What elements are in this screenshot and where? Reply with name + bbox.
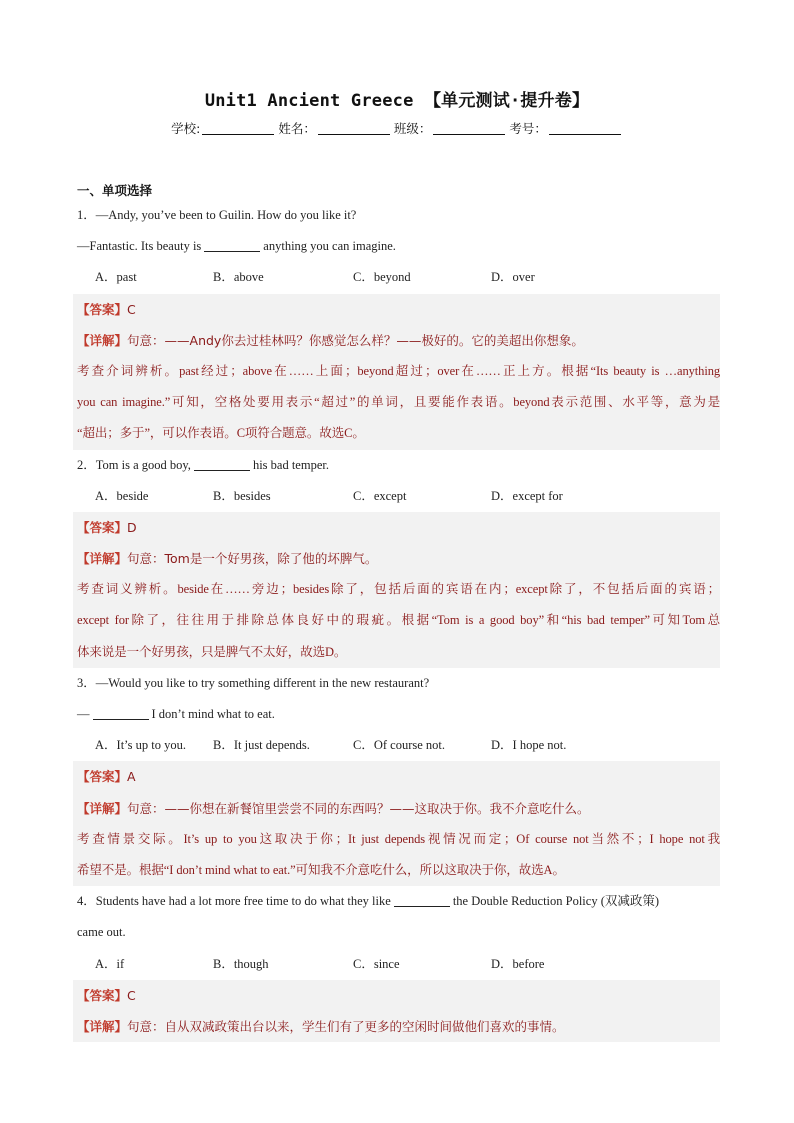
detail-tag: 【详解】: [77, 1018, 128, 1034]
question-2-stem-text-end: his bad temper.: [252, 457, 329, 472]
detail-text: 句意：——你想在新餐馆里尝尝不同的东西吗？——这取决于你。我不介意吃什么。: [127, 800, 590, 816]
answer-blank: [394, 894, 450, 907]
question-1-stem-text: —Fantastic. Its beauty is: [77, 239, 202, 254]
question-1-detail-line: you can imagine.”可知，空格处要用表示“超过”的单词，且要能作表语。beyond表示范围、水平等，意为是: [73, 387, 720, 418]
answer-value: C: [127, 987, 136, 1003]
question-4-stem-line-1: [77, 886, 720, 917]
question-2-detail-first: [73, 543, 720, 574]
question-4-detail-first: [73, 1011, 720, 1042]
question-4-stem-text-end: the Double Reduction Policy (双减政策): [452, 894, 660, 909]
question-2-detail-line: 考查词义辨析。beside在……旁边；besides除了，包括后面的宾语在内；except除了，不包括后面的宾语；: [73, 574, 720, 605]
answer-tag: 【答案】: [77, 769, 128, 785]
option-a: A．if: [95, 956, 125, 971]
detail-tag: 【详解】: [77, 332, 128, 348]
answer-blank: [194, 458, 250, 471]
option-d: D．before: [491, 956, 545, 971]
option-c: C．beyond: [353, 270, 411, 285]
answer-blank: [204, 239, 260, 252]
detail-text: 句意：Tom是一个好男孩，除了他的坏脾气。: [127, 551, 378, 567]
question-3-stem-line-1: 3．—Would you like to try something different in the new restaurant?: [77, 675, 430, 690]
option-a: A．It’s up to you.: [95, 738, 186, 753]
answer-tag: 【答案】: [77, 987, 128, 1003]
detail-text: 句意：自从双减政策出台以来，学生们有了更多的空闲时间做他们喜欢的事情。: [127, 1018, 565, 1034]
question-1-options: [77, 262, 720, 293]
option-c: C．Of course not.: [353, 738, 445, 753]
question-1-stem-line-2: [77, 231, 720, 262]
option-a: A．beside: [95, 488, 149, 503]
question-1-answer: [73, 294, 720, 325]
section-title: 一、单项选择: [77, 183, 153, 198]
question-3-detail-first: [73, 793, 720, 824]
question-2-options: [77, 481, 720, 512]
question-2-detail-line: 体来说是一个好男孩，只是脾气不太好，故选D。: [73, 637, 720, 668]
class-label: 班级：: [393, 121, 432, 136]
option-b: B．besides: [213, 488, 271, 503]
question-4-options: [77, 949, 720, 980]
question-4-stem-text: 4．Students have had a lot more free time to do what they like: [77, 894, 391, 909]
answer-value: D: [127, 519, 137, 535]
answer-tag: 【答案】: [77, 519, 128, 535]
class-blank[interactable]: [433, 122, 505, 135]
question-3-detail-line: 希望不是。根据“I don’t mind what to eat.”可知我不介意吃什么，所以这取决于你，故选A。: [73, 855, 720, 886]
question-1-stem-line-1: 1．—Andy, you’ve been to Guilin. How do you like it?: [77, 208, 357, 222]
questions-list: [77, 200, 720, 1042]
page-title: Unit1 Ancient Greece 【单元测试·提升卷】: [204, 91, 590, 111]
option-c: C．since: [353, 956, 400, 971]
question-4-stem-line-2: came out.: [77, 925, 126, 940]
option-c: C．except: [353, 488, 407, 503]
id-label: 考号：: [509, 121, 547, 136]
option-d: D．I hope not.: [491, 738, 567, 753]
answer-value: C: [127, 301, 136, 317]
question-1-stem-text-end: anything you can imagine.: [263, 239, 396, 254]
answer-tag: 【答案】: [77, 301, 128, 317]
detail-text: 句意：——Andy你去过桂林吗？你感觉怎么样？——极好的。它的美超出你想象。: [127, 332, 584, 348]
question-3-options: [77, 730, 720, 761]
detail-tag: 【详解】: [77, 800, 128, 816]
question-2-answer: [73, 512, 720, 543]
option-d: D．except for: [491, 488, 563, 503]
student-info-line: [0, 119, 794, 137]
id-blank[interactable]: [549, 122, 621, 135]
question-3-answer: [73, 761, 720, 792]
question-3-stem-text: —: [77, 707, 90, 721]
question-1-detail-line: “超出；多于”，可以作表语。C项符合题意。故选C。: [73, 418, 720, 449]
name-blank[interactable]: [318, 122, 390, 135]
question-2-detail-line: except for除了，往往用于排除总体良好中的瑕疵。根据“Tom is a good boy”和“his bad temper”可知Tom总: [73, 605, 720, 636]
question-3-stem-text-end: I don’t mind what to eat.: [151, 707, 275, 721]
school-blank[interactable]: [202, 122, 274, 135]
option-b: B．above: [213, 270, 264, 285]
option-d: D．over: [491, 270, 535, 285]
question-2-stem-text: 2．Tom is a good boy,: [77, 457, 191, 472]
question-3-stem-line-2: [77, 699, 720, 730]
detail-tag: 【详解】: [77, 551, 128, 567]
option-a: A．past: [95, 270, 137, 285]
question-3-detail-line: 考查情景交际。It’s up to you这取决于你；It just depends视情况而定；Of course not当然不；I hope not我: [73, 824, 720, 855]
school-label: 学校:: [171, 121, 201, 136]
question-2-stem: [77, 450, 720, 481]
option-b: B．It just depends.: [213, 738, 310, 753]
answer-blank: [93, 707, 149, 720]
option-b: B．though: [213, 956, 269, 971]
question-1-detail-line: 考查介词辨析。past经过；above在……上面；beyond超过；over在……正上方。根据“Its beauty is …anything: [73, 356, 720, 387]
answer-value: A: [127, 769, 136, 785]
question-1-detail-first: [73, 325, 720, 356]
question-4-answer: [73, 980, 720, 1011]
name-label: 姓名：: [278, 121, 316, 136]
